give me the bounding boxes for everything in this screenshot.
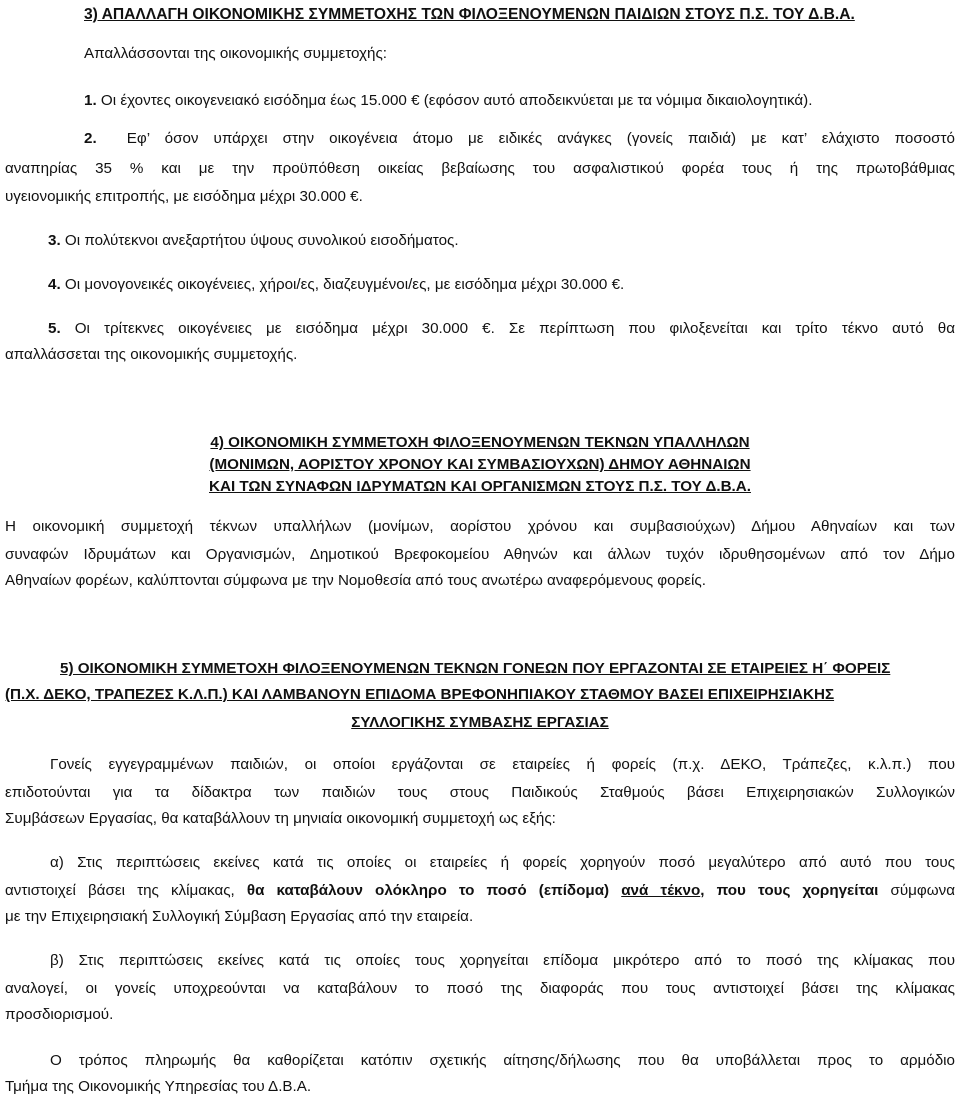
- section-3-heading: 3) ΑΠΑΛΛΑΓΗ ΟΙΚΟΝΟΜΙΚΗΣ ΣΥΜΜΕΤΟΧΗΣ ΤΩΝ ΦΙΛΟΞΕΝΟΥΜΕΝΩΝ ΠΑΙΔΙΩΝ ΣΤΟΥΣ Π.Σ. ΤΟΥ Δ.Β.Α.: [84, 6, 855, 23]
- section-5-paragraph-line-1: Γονείς εγγεγραμμένων παιδιών, οι οποίοι εργάζονται σε εταιρείες ή φορείς (π.χ. ΔΕΚΟ, Τράπεζες, κ.λ.π.) που: [50, 756, 955, 773]
- case-a-bold-text-2: , που τους χορηγείται: [700, 882, 879, 899]
- item-number: 4.: [48, 276, 61, 293]
- exemption-item-4: [48, 275, 624, 295]
- section-4-paragraph-line-3: Αθηναίων φορέων, καλύπτονται σύμφωνα με την Νομοθεσία από τους ανωτέρω αναφερόμενους φορείς.: [5, 572, 706, 589]
- section-4-heading-line-2: (ΜΟΝΙΜΩΝ, ΑΟΡΙΣΤΟΥ ΧΡΟΝΟΥ ΚΑΙ ΣΥΜΒΑΣΙΟΥΧΩΝ) ΔΗΜΟΥ ΑΘΗΝΑΙΩΝ: [209, 456, 751, 473]
- case-a-line-3: με την Επιχειρησιακή Συλλογική Σύμβαση Εργασίας από την εταιρεία.: [5, 908, 474, 925]
- case-b-line-3: προσδιορισμού.: [5, 1006, 114, 1023]
- section-5-heading-line-2: (Π.Χ. ΔΕΚΟ, ΤΡΑΠΕΖΕΣ Κ.Λ.Π.) ΚΑΙ ΛΑΜΒΑΝΟΥΝ ΕΠΙΔΟΜΑ ΒΡΕΦΟΝΗΠΙΑΚΟΥ ΣΤΑΘΜΟΥ ΒΑΣΕΙ ΕΠΙΧΕΙΡΗΣΙΑΚΗΣ: [5, 686, 835, 703]
- section-5-paragraph-line-3: Συμβάσεων Εργασίας, θα καταβάλλουν τη μηνιαία οικονομική συμμετοχή ως εξής:: [5, 810, 556, 827]
- item-number: 5.: [48, 320, 61, 337]
- item-text: Οι έχοντες οικογενειακό εισόδημα έως 15.000 € (εφόσον αυτό αποδεικνύεται με τα νόμιμα δικαιολογητικά).: [100, 92, 813, 109]
- exemption-item-1: [84, 91, 812, 111]
- case-a-text-start: αντιστοιχεί βάσει της κλίμακας,: [5, 882, 247, 899]
- case-a-bold-text: θα καταβάλουν ολόκληρο το ποσό (επίδομα): [246, 882, 622, 899]
- exemption-item-2-line-3: υγειονομικής επιτροπής, με εισόδημα μέχρι 30.000 €.: [5, 188, 363, 205]
- item-number: 3.: [48, 232, 61, 249]
- exemption-item-3: [48, 231, 459, 251]
- exemption-item-2-line-1: [84, 129, 955, 149]
- case-b-line-1: β) Στις περιπτώσεις εκείνες κατά τις οποίες τους χορηγείται επίδομα μικρότερο από το ποσό της κλίμακας που: [50, 952, 955, 969]
- item-text: Εφ’ όσον υπάρχει στην οικογένεια άτομο με ειδικές ανάγκες (γονείς παιδιά) με κατ’ ελάχιστο ποσοστό: [126, 130, 955, 147]
- item-number: 1.: [84, 92, 97, 109]
- exemption-item-2-line-2: αναπηρίας 35 % και με την προϋπόθεση οικείας βεβαίωσης του ασφαλιστικού φορέα τους ή της πρωτοβάθμιας: [5, 160, 955, 177]
- case-a-line-2: [5, 881, 955, 901]
- exemption-item-5-line-1: [48, 319, 955, 339]
- section-5-heading-line-3: ΣΥΛΛΟΓΙΚΗΣ ΣΥΜΒΑΣΗΣ ΕΡΓΑΣΙΑΣ: [351, 714, 609, 731]
- case-a-line-1: α) Στις περιπτώσεις εκείνες κατά τις οποίες οι εταιρείες ή φορείς χορηγούν ποσό μεγαλύτερο από αυτό που τους: [50, 854, 955, 871]
- item-text: Οι τρίτεκνες οικογένειες με εισόδημα μέχρι 30.000 €. Σε περίπτωση που φιλοξενείται και τρίτο τέκνο αυτό θα: [74, 320, 955, 337]
- section-4-heading-line-3: ΚΑΙ ΤΩΝ ΣΥΝΑΦΩΝ ΙΔΡΥΜΑΤΩΝ ΚΑΙ ΟΡΓΑΝΙΣΜΩΝ ΣΤΟΥΣ Π.Σ. ΤΟΥ Δ.Β.Α.: [209, 478, 751, 495]
- item-text: Οι πολύτεκνοι ανεξαρτήτου ύψους συνολικού εισοδήματος.: [64, 232, 459, 249]
- case-a-text-end: σύμφωνα: [878, 882, 956, 899]
- section-4-heading-line-1: 4) ΟΙΚΟΝΟΜΙΚΗ ΣΥΜΜΕΤΟΧΗ ΦΙΛΟΞΕΝΟΥΜΕΝΩΝ ΤΕΚΝΩΝ ΥΠΑΛΛΗΛΩΝ: [210, 434, 750, 451]
- section-3-intro: Απαλλάσσονται της οικονομικής συμμετοχής:: [84, 45, 387, 62]
- case-a-per-child: ανά τέκνο: [621, 882, 701, 899]
- exemption-item-5-line-2: απαλλάσσεται της οικονομικής συμμετοχής.: [5, 346, 298, 363]
- section-4-paragraph-line-1: Η οικονομική συμμετοχή τέκνων υπαλλήλων (μονίμων, αορίστου χρόνου και συμβασιούχων) Δήμου Αθηναίων και των: [5, 518, 955, 535]
- section-4-paragraph-line-2: συναφών Ιδρυμάτων και Οργανισμών, Δημοτικού Βρεφοκομείου Αθηνών και άλλων τυχόν ιδρυθησομένων από τον Δήμο: [5, 546, 955, 563]
- payment-method-line-1: Ο τρόπος πληρωμής θα καθορίζεται κατόπιν σχετικής αίτησης/δήλωσης που θα υποβάλλεται προς το αρμόδιο: [50, 1052, 955, 1069]
- case-b-line-2: αναλογεί, οι γονείς υποχρεούνται να καταβάλουν το ποσό της διαφοράς που τους αντιστοιχεί βάσει της κλίμακας: [5, 980, 955, 997]
- section-5-heading-line-1: 5) ΟΙΚΟΝΟΜΙΚΗ ΣΥΜΜΕΤΟΧΗ ΦΙΛΟΞΕΝΟΥΜΕΝΩΝ ΤΕΚΝΩΝ ΓΟΝΕΩΝ ΠΟΥ ΕΡΓΑΖΟΝΤΑΙ ΣΕ ΕΤΑΙΡΕΙΕΣ Η΄ ΦΟΡΕΙΣ: [60, 660, 891, 677]
- section-5-paragraph-line-2: επιδοτούνται για τα δίδακτρα των παιδιών τους στους Παιδικούς Σταθμούς βάσει Επιχειρησιακών Συλλογικών: [5, 784, 955, 801]
- item-text: Οι μονογονεικές οικογένειες, χήροι/ες, διαζευγμένοι/ες, με εισόδημα μέχρι 30.000 €.: [64, 276, 625, 293]
- item-number: 2.: [84, 130, 97, 147]
- payment-method-line-2: Τμήμα της Οικονομικής Υπηρεσίας του Δ.Β.Α.: [5, 1078, 312, 1095]
